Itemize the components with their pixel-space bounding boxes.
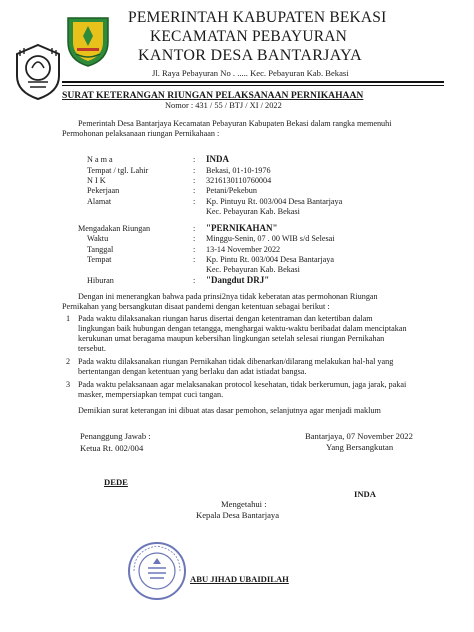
event-place: Kp. Pintu Rt. 003/004 Desa Bantarjaya <box>206 255 335 264</box>
center-signer-subtitle: Kepala Desa Bantarjaya <box>196 510 280 520</box>
colon: : <box>193 255 196 264</box>
person-label: N I K <box>87 176 106 185</box>
colon: : <box>193 245 196 254</box>
condition-line: kerukunan umat beragama maupun kebersihan lingkungan setelah selesai riungan Pernikahan <box>78 334 385 343</box>
event-entertainment: "Dangdut DRJ" <box>206 275 270 285</box>
colon: : <box>193 186 196 195</box>
colon: : <box>193 155 196 164</box>
para2-line-2: Pernikahan yang bersangkutan disaat pandemi dengan ketentuan sebagai berikut : <box>62 302 330 311</box>
condition-line: masker, mempersiapkan tempat cuci tangan. <box>78 390 224 399</box>
letter-number: Nomor : 431 / 55 / BTJ / XI / 2022 <box>165 101 282 110</box>
village-emblem-icon <box>12 42 64 102</box>
colon: : <box>193 166 196 175</box>
event-date: 13-14 November 2022 <box>206 245 281 254</box>
condition-number: 3 <box>66 380 71 389</box>
person-label: N a m a <box>87 155 113 164</box>
left-signer-title: Penanggung Jawab : <box>80 431 151 441</box>
person-name: INDA <box>206 154 230 164</box>
condition-line: Pada waktu dilaksanakan riungan Pernikahan tidak dibenarkan/dilarang melakukan hal-hal yang <box>78 357 394 366</box>
person-occupation: Petani/Pekebun <box>206 186 257 195</box>
event-label: Tempat <box>87 255 112 264</box>
person-nik: 3216130110760004 <box>206 176 272 185</box>
center-signer-name: ABU JIHAD UBAIDILAH <box>190 574 289 584</box>
left-signer-subtitle: Ketua Rt. 002/004 <box>80 443 144 453</box>
header-address: Jl. Raya Pebayuran No . ..... Kec. Pebayuran Kab. Bekasi <box>152 68 349 78</box>
person-label: Alamat <box>87 197 112 206</box>
event-time: Minggu-Senin, 07 . 00 WIB s/d Selesai <box>206 234 335 243</box>
event-type: "PERNIKAHAN" <box>206 223 278 233</box>
regency-emblem-icon <box>64 12 112 68</box>
condition-line: lingkungan baik hubungan dengan tetangga, menghargai waktu-waktu beribadat dalam menciptakan <box>78 324 407 333</box>
condition-line: tersebut. <box>78 344 106 353</box>
village-stamp-icon <box>126 540 188 602</box>
header-district: KECAMATAN PEBAYURAN <box>150 28 348 45</box>
closing-statement: Demikian surat keterangan ini dibuat atas dasar pemohon, selanjutnya agar menjadi maklum <box>78 406 381 415</box>
colon: : <box>193 224 196 233</box>
colon: : <box>193 176 196 185</box>
person-label: Pekerjaan <box>87 186 120 195</box>
condition-line: Pada waktu pelaksanaan agar melaksanakan protocol kesehatan, tidak berkerumun, jaga jarak, pakai <box>78 380 407 389</box>
event-label: Mengadakan Riungan <box>78 224 151 233</box>
person-birth: Bekasi, 01-10-1976 <box>206 166 271 175</box>
header-rule-thin <box>62 85 444 86</box>
person-address-line-2: Kec. Pebayuran Kab. Bekasi <box>206 207 300 216</box>
header-rule-thick <box>62 81 444 83</box>
right-signer-name: INDA <box>354 489 376 499</box>
right-signer-title: Yang Bersangkutan <box>326 442 394 452</box>
condition-line: Pada waktu dilaksanakan riungan harus disertai dengan ketentraman dan ketertiban dalam <box>78 314 373 323</box>
person-address: Kp. Pintuyu Rt. 003/004 Desa Bantarjaya <box>206 197 343 206</box>
para2-line-1: Dengan ini menerangkan bahwa pada prinsi2nya tidak keberatan atas permohonan Riungan <box>78 292 378 301</box>
condition-number: 1 <box>66 314 71 323</box>
letter-title: SURAT KETERANGAN RIUNGAN PELAKSANAAN PERNIKAHAAN <box>62 90 364 101</box>
event-label: Tanggal <box>87 245 114 254</box>
intro-line-2: Permohonan pelaksanaan riungan Pernikahaan : <box>62 129 220 138</box>
person-label: Tempat / tgl. Lahir <box>87 166 149 175</box>
left-signer-name: DEDE <box>104 477 128 487</box>
header-government: PEMERINTAH KABUPATEN BEKASI <box>128 9 387 26</box>
condition-number: 2 <box>66 357 71 366</box>
colon: : <box>193 276 196 285</box>
center-signer-title: Mengetahui : <box>221 499 267 509</box>
event-label: Hiburan <box>87 276 114 285</box>
colon: : <box>193 197 196 206</box>
event-label: Waktu <box>87 234 109 243</box>
colon: : <box>193 234 196 243</box>
right-place-date: Bantarjaya, 07 November 2022 <box>305 431 413 441</box>
event-place-line-2: Kec. Pebayuran Kab. Bekasi <box>206 265 300 274</box>
intro-line-1: Pemerintah Desa Bantarjaya Kecamatan Pebayuran Kabupaten Bekasi dalam rangka memenuhi <box>78 119 392 128</box>
condition-line: bertentangan dengan ketentuan yang berlaku dan adat istiadat bangsa. <box>78 367 307 376</box>
header-office: KANTOR DESA BANTARJAYA <box>138 47 363 64</box>
